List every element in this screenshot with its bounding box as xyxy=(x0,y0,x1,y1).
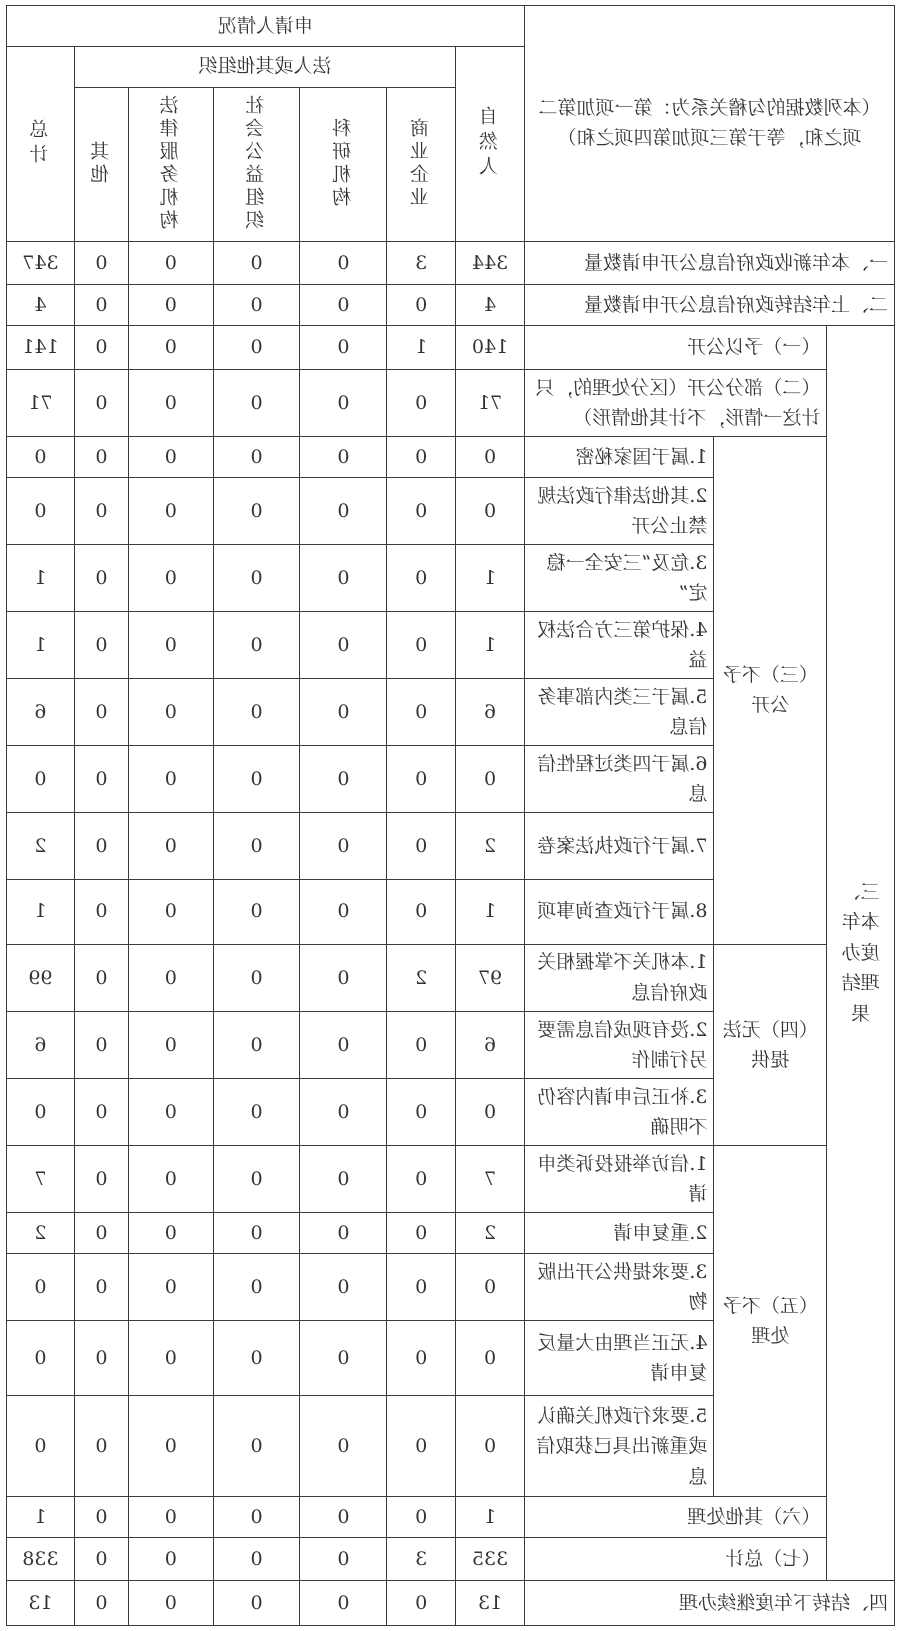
cell: 0 xyxy=(7,437,75,478)
cell: 0 xyxy=(387,879,456,944)
table-row xyxy=(7,944,895,1011)
cell: 0 xyxy=(74,944,128,1011)
cell: 0 xyxy=(74,1078,128,1145)
cell: 0 xyxy=(387,746,456,813)
cell: 140 xyxy=(456,326,525,370)
cell: 0 xyxy=(129,437,214,478)
cell: 0 xyxy=(456,437,525,478)
cell: 0 xyxy=(213,612,300,679)
cell: 0 xyxy=(213,679,300,746)
cell: 0 xyxy=(387,1580,456,1625)
cell: 0 xyxy=(74,370,128,437)
row-label: 3.补正后申请内容仍不明确 xyxy=(524,1078,714,1145)
cell: 0 xyxy=(300,477,387,544)
cell: 0 xyxy=(456,477,525,544)
row-label: 3.要求提供公开出版物 xyxy=(524,1253,714,1320)
cell: 0 xyxy=(213,326,300,370)
cell: 0 xyxy=(213,1538,300,1581)
cell: 344 xyxy=(456,241,525,285)
cell: 0 xyxy=(129,746,214,813)
cell: 0 xyxy=(213,879,300,944)
cell: 0 xyxy=(300,1146,387,1213)
cell: 0 xyxy=(129,1213,214,1254)
cell: 0 xyxy=(74,1146,128,1213)
section-3-label: 三、本年度办理结果 xyxy=(827,326,895,1581)
row-label: （七）总计 xyxy=(524,1538,826,1581)
cell: 0 xyxy=(213,1580,300,1625)
cell: 2 xyxy=(456,813,525,879)
gov-info-disclosure-table xyxy=(6,5,895,1626)
cell: 0 xyxy=(456,746,525,813)
cell: 0 xyxy=(74,1538,128,1581)
cell: 0 xyxy=(7,1253,75,1320)
cell: 0 xyxy=(300,944,387,1011)
cell: 1 xyxy=(7,1497,75,1538)
cell: 0 xyxy=(129,1320,214,1395)
cell: 0 xyxy=(74,1213,128,1254)
cell: 6 xyxy=(7,1011,75,1078)
cell: 0 xyxy=(213,1146,300,1213)
cell: 0 xyxy=(129,1396,214,1497)
cell: 0 xyxy=(456,1396,525,1497)
cell: 0 xyxy=(213,746,300,813)
cell: 0 xyxy=(129,241,214,285)
cell: 0 xyxy=(129,879,214,944)
cell: 0 xyxy=(7,1396,75,1497)
table-row xyxy=(7,326,895,370)
cell: 0 xyxy=(213,813,300,879)
cell: 0 xyxy=(74,612,128,679)
cell: 0 xyxy=(387,612,456,679)
cell: 4 xyxy=(7,285,75,326)
cell: 0 xyxy=(213,241,300,285)
cell: 0 xyxy=(387,1396,456,1497)
cell: 0 xyxy=(300,544,387,611)
cell: 0 xyxy=(213,944,300,1011)
cell: 0 xyxy=(387,544,456,611)
header-social: 社会公益组织 xyxy=(213,87,300,241)
table-row xyxy=(7,285,895,326)
cell: 0 xyxy=(387,1078,456,1145)
cell: 0 xyxy=(387,1320,456,1395)
cell: 0 xyxy=(387,813,456,879)
cell: 1 xyxy=(387,326,456,370)
cell: 3 xyxy=(387,1538,456,1581)
cell: 0 xyxy=(213,1497,300,1538)
cell: 0 xyxy=(74,1320,128,1395)
header-total: 总计 xyxy=(7,46,75,241)
row-label: 4.保护第三方合法权益 xyxy=(524,612,714,679)
row-label: 2.重复申请 xyxy=(524,1213,714,1254)
cell: 7 xyxy=(456,1146,525,1213)
cell: 1 xyxy=(456,612,525,679)
header-commercial: 商业企业 xyxy=(387,87,456,241)
table-row xyxy=(7,370,895,437)
cell: 0 xyxy=(7,477,75,544)
cell: 0 xyxy=(456,1320,525,1395)
header-legal-service: 法律服务机构 xyxy=(129,87,214,241)
cell: 0 xyxy=(300,679,387,746)
cell: 0 xyxy=(213,1078,300,1145)
cell: 2 xyxy=(7,1213,75,1254)
cell: 6 xyxy=(456,1011,525,1078)
cell: 2 xyxy=(7,813,75,879)
row-label: 7.属于行政执法案卷 xyxy=(524,813,714,879)
row-label: （六）其他处理 xyxy=(524,1497,826,1538)
cell: 0 xyxy=(129,544,214,611)
header-research: 科研机构 xyxy=(300,87,387,241)
cell: 4 xyxy=(456,285,525,326)
cell: 13 xyxy=(456,1580,525,1625)
header-other: 其他 xyxy=(74,87,128,241)
row-label: 3.危及“三安全一稳定” xyxy=(524,544,714,611)
row-label: 4.无正当理由大量反复申请 xyxy=(524,1320,714,1395)
cell: 0 xyxy=(74,437,128,478)
cell: 0 xyxy=(213,1253,300,1320)
cell: 347 xyxy=(7,241,75,285)
cell: 0 xyxy=(387,1253,456,1320)
row-label: 2.没有现成信息需要另行制作 xyxy=(524,1011,714,1078)
cell: 0 xyxy=(213,544,300,611)
cell: 71 xyxy=(456,370,525,437)
cell: 0 xyxy=(300,285,387,326)
cell: 0 xyxy=(74,679,128,746)
table-row xyxy=(7,1497,895,1538)
cell: 0 xyxy=(300,746,387,813)
cell: 0 xyxy=(213,1011,300,1078)
cell: 0 xyxy=(300,1497,387,1538)
cell: 0 xyxy=(74,326,128,370)
cell: 0 xyxy=(300,1078,387,1145)
cell: 71 xyxy=(7,370,75,437)
cell: 0 xyxy=(300,879,387,944)
cell: 0 xyxy=(300,326,387,370)
cell: 0 xyxy=(129,370,214,437)
row-label: 四、结转下年度继续办理 xyxy=(524,1580,894,1625)
cell: 0 xyxy=(213,437,300,478)
cell: 0 xyxy=(300,1213,387,1254)
cell: 1 xyxy=(7,612,75,679)
cell: 0 xyxy=(300,370,387,437)
cell: 0 xyxy=(300,241,387,285)
cell: 0 xyxy=(213,370,300,437)
group-3-label: （三）不予公开 xyxy=(714,437,827,945)
row-label: （二）部分公开（区分处理的，只计这一情形，不计其他情形） xyxy=(524,370,826,437)
cell: 6 xyxy=(456,679,525,746)
cell: 0 xyxy=(129,679,214,746)
cell: 0 xyxy=(129,285,214,326)
header-legal-person-group: 法人或其他组织 xyxy=(74,46,455,87)
cell: 0 xyxy=(456,1253,525,1320)
cell: 2 xyxy=(387,944,456,1011)
row-label: （一）予以公开 xyxy=(524,326,826,370)
cell: 0 xyxy=(387,437,456,478)
cell: 0 xyxy=(213,477,300,544)
cell: 13 xyxy=(7,1580,75,1625)
cell: 0 xyxy=(129,1580,214,1625)
cell: 0 xyxy=(300,1396,387,1497)
cell: 6 xyxy=(7,679,75,746)
row-label: 5.要求行政机关确认或重新出具已获取信息 xyxy=(524,1396,714,1497)
table-row xyxy=(7,1146,895,1213)
cell: 0 xyxy=(74,544,128,611)
cell: 0 xyxy=(129,944,214,1011)
cell: 0 xyxy=(129,1538,214,1581)
cell: 0 xyxy=(129,1078,214,1145)
cell: 0 xyxy=(74,1396,128,1497)
table-row xyxy=(7,1538,895,1581)
cell: 0 xyxy=(387,285,456,326)
header-applicant-info: 申请人情况 xyxy=(7,6,525,47)
cell: 0 xyxy=(387,1213,456,1254)
cell: 0 xyxy=(129,1011,214,1078)
cell: 1 xyxy=(7,544,75,611)
cell: 0 xyxy=(7,1078,75,1145)
cell: 0 xyxy=(129,1146,214,1213)
cell: 0 xyxy=(74,1011,128,1078)
cell: 0 xyxy=(387,477,456,544)
row-label: 8.属于行政查询事项 xyxy=(524,879,714,944)
cell: 3 xyxy=(387,241,456,285)
group-4-label: （四）无法提供 xyxy=(714,944,827,1145)
cell: 0 xyxy=(387,1497,456,1538)
cell: 0 xyxy=(300,1580,387,1625)
cell: 0 xyxy=(74,1253,128,1320)
cell: 1 xyxy=(456,544,525,611)
cell: 97 xyxy=(456,944,525,1011)
table-row xyxy=(7,1580,895,1625)
row-label: 1.属于国家秘密 xyxy=(524,437,714,478)
cell: 0 xyxy=(74,1497,128,1538)
cell: 0 xyxy=(300,813,387,879)
row-label: 1.本机关不掌握相关政府信息 xyxy=(524,944,714,1011)
cell: 0 xyxy=(300,612,387,679)
row-label: 1.信访举报投诉类申请 xyxy=(524,1146,714,1213)
cell: 0 xyxy=(129,1253,214,1320)
cell: 0 xyxy=(213,1213,300,1254)
cell: 0 xyxy=(300,437,387,478)
cell: 0 xyxy=(74,746,128,813)
cell: 0 xyxy=(300,1011,387,1078)
cell: 0 xyxy=(129,612,214,679)
row-label: 6.属于四类过程性信息 xyxy=(524,746,714,813)
cell: 1 xyxy=(456,1497,525,1538)
row-label: 2.其他法律行政法规禁止公开 xyxy=(524,477,714,544)
row-label: 二、上年结转政府信息公开申请数量 xyxy=(524,285,894,326)
cell: 0 xyxy=(74,241,128,285)
cell: 1 xyxy=(456,879,525,944)
cell: 0 xyxy=(129,326,214,370)
cell: 0 xyxy=(213,1396,300,1497)
table-row xyxy=(7,437,895,478)
cell: 0 xyxy=(213,285,300,326)
cell: 0 xyxy=(300,1253,387,1320)
cell: 2 xyxy=(456,1213,525,1254)
cell: 1 xyxy=(7,879,75,944)
header-note: （本列数据的勾稽关系为：第一项加第二项之和，等于第三项加第四项之和） xyxy=(524,6,894,242)
cell: 0 xyxy=(74,477,128,544)
cell: 0 xyxy=(300,1320,387,1395)
cell: 0 xyxy=(7,1320,75,1395)
cell: 0 xyxy=(74,285,128,326)
cell: 99 xyxy=(7,944,75,1011)
group-5-label: （五）不予处理 xyxy=(714,1146,827,1497)
cell: 0 xyxy=(387,1146,456,1213)
cell: 0 xyxy=(74,879,128,944)
table-row xyxy=(7,241,895,285)
cell: 0 xyxy=(456,1078,525,1145)
cell: 141 xyxy=(7,326,75,370)
cell: 0 xyxy=(74,813,128,879)
cell: 0 xyxy=(213,1320,300,1395)
header-natural-person: 自然人 xyxy=(456,46,525,241)
row-label: 一、本年新收政府信息公开申请数量 xyxy=(524,241,894,285)
cell: 0 xyxy=(129,813,214,879)
cell: 0 xyxy=(387,679,456,746)
cell: 338 xyxy=(7,1538,75,1581)
cell: 0 xyxy=(129,1497,214,1538)
cell: 0 xyxy=(387,1011,456,1078)
cell: 0 xyxy=(7,746,75,813)
cell: 0 xyxy=(74,1580,128,1625)
cell: 0 xyxy=(300,1538,387,1581)
cell: 7 xyxy=(7,1146,75,1213)
cell: 0 xyxy=(129,477,214,544)
cell: 335 xyxy=(456,1538,525,1581)
row-label: 5.属于三类内部事务信息 xyxy=(524,679,714,746)
cell: 0 xyxy=(387,370,456,437)
